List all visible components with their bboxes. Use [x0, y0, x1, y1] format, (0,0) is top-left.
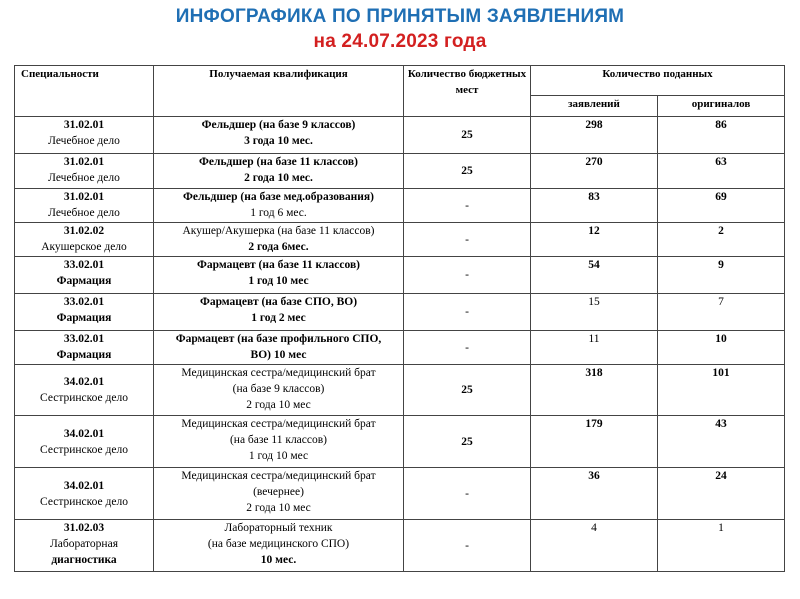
budget-cell: -: [404, 468, 531, 520]
specialty-cell: [15, 189, 154, 223]
specialty-name: диагностика: [51, 554, 117, 566]
specialty-name: Фармация: [56, 349, 112, 361]
qualification-line: 1 год 10 мес: [248, 450, 309, 462]
qualification-line: Фельдшер (на базе 9 классов): [201, 119, 356, 131]
table-row: [15, 257, 785, 294]
specialty-cell: [15, 154, 154, 189]
budget-cell: -: [404, 331, 531, 365]
budget-cell: 25: [404, 365, 531, 416]
specialty-cell: [15, 257, 154, 294]
applications-cell: 4: [531, 520, 658, 572]
header-applications: заявлений: [531, 96, 658, 117]
qualification-cell: [154, 223, 404, 257]
table-row: [15, 520, 785, 572]
qualification-cell: [154, 294, 404, 331]
qualification-line: 10 мес.: [260, 554, 297, 566]
specialty-cell: [15, 520, 154, 572]
originals-cell: 24: [658, 468, 785, 520]
applications-cell: 270: [531, 154, 658, 189]
qualification-line: Фельдшер (на базе мед.образования): [182, 191, 374, 203]
originals-cell: 101: [658, 365, 785, 416]
table-row: [15, 331, 785, 365]
applications-cell: 298: [531, 117, 658, 154]
table-row: [15, 117, 785, 154]
qualification-line: Медицинская сестра/медицинский брат: [181, 418, 376, 430]
originals-cell: 43: [658, 416, 785, 468]
applications-table: [14, 65, 785, 572]
specialty-name: Сестринское дело: [40, 495, 128, 508]
originals-cell: 10: [658, 331, 785, 365]
originals-cell: 9: [658, 257, 785, 294]
header-budget-places: Количество бюджетных мест: [404, 66, 531, 117]
specialty-code: 31.02.02: [63, 225, 105, 237]
specialty-name: Сестринское дело: [40, 392, 128, 404]
qualification-cell: [154, 468, 404, 520]
applications-cell: 318: [531, 365, 658, 416]
specialty-cell: [15, 331, 154, 365]
qualification-line: Акушер/Акушерка (на базе 11 классов): [182, 225, 375, 237]
specialty-name: Лечебное дело: [48, 135, 120, 147]
specialty-code: 33.02.01: [63, 259, 105, 271]
qualification-line: Фармацевт (на базе СПО, ВО): [199, 296, 358, 308]
qualification-line: 2 года 10 мес: [246, 399, 311, 411]
table-row: [15, 468, 785, 520]
qualification-cell: [154, 416, 404, 468]
qualification-line: 1 год 2 мес: [251, 312, 306, 324]
qualification-line: 1 год 10 мес: [248, 275, 309, 287]
header-specialty: Специальности: [15, 66, 154, 117]
specialty-cell: [15, 294, 154, 331]
budget-cell: 25: [404, 416, 531, 468]
page-title: ИНФОГРАФИКА ПО ПРИНЯТЫМ ЗАЯВЛЕНИЯМ: [175, 6, 625, 27]
specialty-code: 33.02.01: [63, 296, 105, 308]
qualification-line: ВО) 10 мес: [250, 349, 307, 361]
specialty-code: 31.02.01: [63, 119, 105, 131]
budget-cell: -: [404, 257, 531, 294]
specialty-cell: [15, 365, 154, 416]
qualification-line: Медицинская сестра/медицинский брат: [181, 470, 376, 482]
applications-cell: 12: [531, 223, 658, 257]
qualification-line: Лабораторный техник: [224, 522, 333, 534]
table-header-row: [15, 66, 785, 96]
specialty-code: 33.02.01: [63, 333, 105, 345]
table-row: [15, 189, 785, 223]
applications-cell: 11: [531, 331, 658, 365]
qualification-line: 2 года 10 мес: [246, 502, 311, 514]
specialty-name: Фармация: [56, 312, 112, 324]
specialty-code: 34.02.01: [63, 479, 105, 492]
qualification-line: 2 года 10 мес.: [244, 172, 313, 184]
budget-cell: 25: [404, 117, 531, 154]
table-row: [15, 365, 785, 416]
originals-cell: 69: [658, 189, 785, 223]
originals-cell: 2: [658, 223, 785, 257]
qualification-line: Медицинская сестра/медицинский брат: [181, 367, 376, 379]
qualification-cell: [154, 365, 404, 416]
applications-cell: 54: [531, 257, 658, 294]
header-originals: оригиналов: [658, 96, 785, 117]
budget-cell: -: [404, 223, 531, 257]
specialty-code: 31.02.01: [63, 191, 105, 203]
table-row: [15, 223, 785, 257]
qualification-line: Фармацевт (на базе 11 классов): [197, 259, 360, 271]
qualification-cell: [154, 520, 404, 572]
qualification-line: (вечернее): [253, 486, 304, 498]
qualification-line: (на базе 9 классов): [232, 383, 325, 395]
header-submitted: Количество поданных: [531, 66, 785, 96]
budget-cell: -: [404, 294, 531, 331]
qualification-line: 1 год 6 мес.: [250, 207, 307, 219]
qualification-line: 2 года 6мес.: [248, 241, 309, 253]
specialty-name: Лабораторная: [50, 538, 118, 550]
applications-cell: 36: [531, 468, 658, 520]
qualification-cell: [154, 117, 404, 154]
specialty-code: 31.02.03: [63, 522, 105, 534]
table-row: [15, 154, 785, 189]
qualification-line: (на базе медицинского СПО): [207, 538, 350, 550]
specialty-cell: [15, 117, 154, 154]
originals-cell: 7: [658, 294, 785, 331]
table-row: [15, 294, 785, 331]
originals-cell: 63: [658, 154, 785, 189]
qualification-line: Фармацевт (на базе профильного СПО,: [175, 333, 382, 345]
qualification-cell: [154, 331, 404, 365]
qualification-cell: [154, 154, 404, 189]
applications-cell: 179: [531, 416, 658, 468]
specialty-name: Фармация: [56, 275, 112, 287]
budget-cell: -: [404, 189, 531, 223]
specialty-code: 34.02.01: [63, 427, 105, 440]
specialty-code: 31.02.01: [63, 156, 105, 168]
originals-cell: 1: [658, 520, 785, 572]
specialty-name: Лечебное дело: [48, 207, 120, 219]
specialty-cell: [15, 468, 154, 520]
qualification-cell: [154, 189, 404, 223]
budget-cell: -: [404, 520, 531, 572]
specialty-name: Лечебное дело: [48, 172, 120, 184]
originals-cell: 86: [658, 117, 785, 154]
specialty-name: Сестринское дело: [40, 443, 128, 456]
qualification-line: (на базе 11 классов): [229, 434, 328, 446]
specialty-cell: [15, 416, 154, 468]
budget-cell: 25: [404, 154, 531, 189]
specialty-code: 34.02.01: [63, 376, 105, 388]
specialty-cell: [15, 223, 154, 257]
applications-cell: 83: [531, 189, 658, 223]
table-row: [15, 416, 785, 468]
header-qualification: Получаемая квалификация: [154, 66, 404, 117]
qualification-line: Фельдшер (на базе 11 классов): [199, 156, 358, 168]
qualification-line: 3 года 10 мес.: [244, 135, 313, 147]
applications-cell: 15: [531, 294, 658, 331]
qualification-cell: [154, 257, 404, 294]
specialty-name: Акушерское дело: [41, 241, 127, 253]
page-subtitle-date: на 24.07.2023 года: [313, 31, 487, 52]
